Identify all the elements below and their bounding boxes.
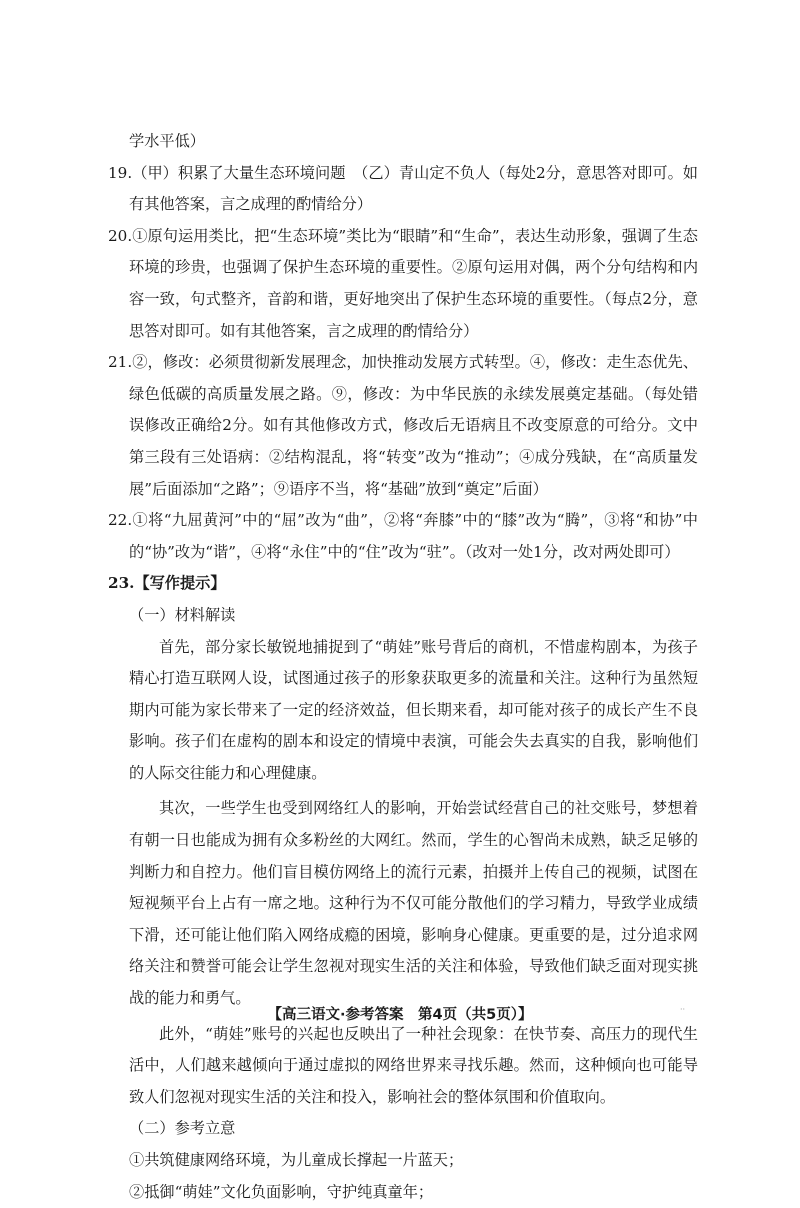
continued-line: 学水平低） [129,132,205,150]
corner-mark: ·· [680,1005,686,1014]
answer-21: 21.②，修改：必须贯彻新发展理念，加快推动发展方式转型。④，修改：走生态优先、绿色低碳的高质量发展之路。⑨，修改：为中华民族的永续发展奠定基础。（每处错误修改正确给2分。如有其他修改方式，修改后无语病且不改变原意的可给分。文中第三段有三处语病：②结构混乱，将“转变”改为“推动”；④成分残缺，在“高质量发展”后面添加“之路”；⑨语序不当，将“基础”放到“奠定”后面） [108,353,698,498]
paragraph-3: 此外，“萌娃”账号的兴起也反映出了一种社会现象：在快节奏、高压力的现代生活中，人们越来越倾向于通过虚拟的网络世界来寻找乐趣。然而，这种倾向也可能导致人们忽视对现实生活的关注和投入，影响社会的整体氛围和价值取向。 [129,1024,698,1106]
paragraph-1: 首先，部分家长敏锐地捕捉到了“萌娃”账号背后的商机，不惜虚构剧本，为孩子精心打造互联网人设，试图通过孩子的形象获取更多的流量和关注。这种行为虽然短期内可能为家长带来了一定的经济效益，但长期来看，却可能对孩子的成长产生不良影响。孩子们在虚构的剧本和设定的情境中表演，可能会失去真实的自我，影响他们的人际交往能力和心理健康。 [129,637,698,782]
paragraph-2: 其次，一些学生也受到网络红人的影响，开始尝试经营自己的社交账号，梦想着有朝一日也能成为拥有众多粉丝的大网红。然而，学生的心智尚未成熟，缺乏足够的判断力和自控力。他们盲目模仿网络上的流行元素，拍摄并上传自己的视频，试图在短视频平台上占有一席之地。这种行为不仅可能分散他们的学习精力，导致学业成绩下滑，还可能让他们陷入网络成瘾的困境，影响身心健康。更重要的是，过分追求网络关注和赞誉可能会让学生忽视对现实生活的关注和体验，导致他们缺乏面对现实挑战的能力和勇气。 [129,799,698,1008]
section-2-title: （二）参考立意 [129,1119,236,1138]
section-1-title: （一）材料解读 [129,605,236,624]
answer-20: 20.①原句运用类比，把“生态环境”类比为“眼睛”和“生命”，表达生动形象，强调了生态环境的珍贵，也强调了保护生态环境的重要性。②原句运用对偶，两个分句结构和内容一致，句式整齐，音韵和谐，更好地突出了保护生态环境的重要性。（每点2分，意思答对即可。如有其他答案，言之成理的酌情给分） [108,226,698,340]
page-footer: 【高三语文·参考答案 第4页（共5页）】 [267,1007,533,1023]
idea-2: ②抵御“萌娃”文化负面影响，守护纯真童年； [129,1182,434,1201]
answer-22: 22.①将“九屈黄河”中的“屈”改为“曲”，②将“奔膝”中的“膝”改为“腾”，③将“和协”中的“协”改为“谐”，④将“永住”中的“住”改为“驻”。（改对一处1分，改对两处即可） [108,511,698,561]
answer-23-title: 23.【写作提示】 [108,574,226,593]
answer-content [108,126,698,1208]
answer-19: 19.（甲）积累了大量生态环境问题 （乙）青山定不负人（每处2分，意思答对即可。如有其他答案，言之成理的酌情给分） [108,163,698,214]
idea-1: ①共筑健康网络环境，为儿童成长撑起一片蓝天； [129,1151,464,1169]
